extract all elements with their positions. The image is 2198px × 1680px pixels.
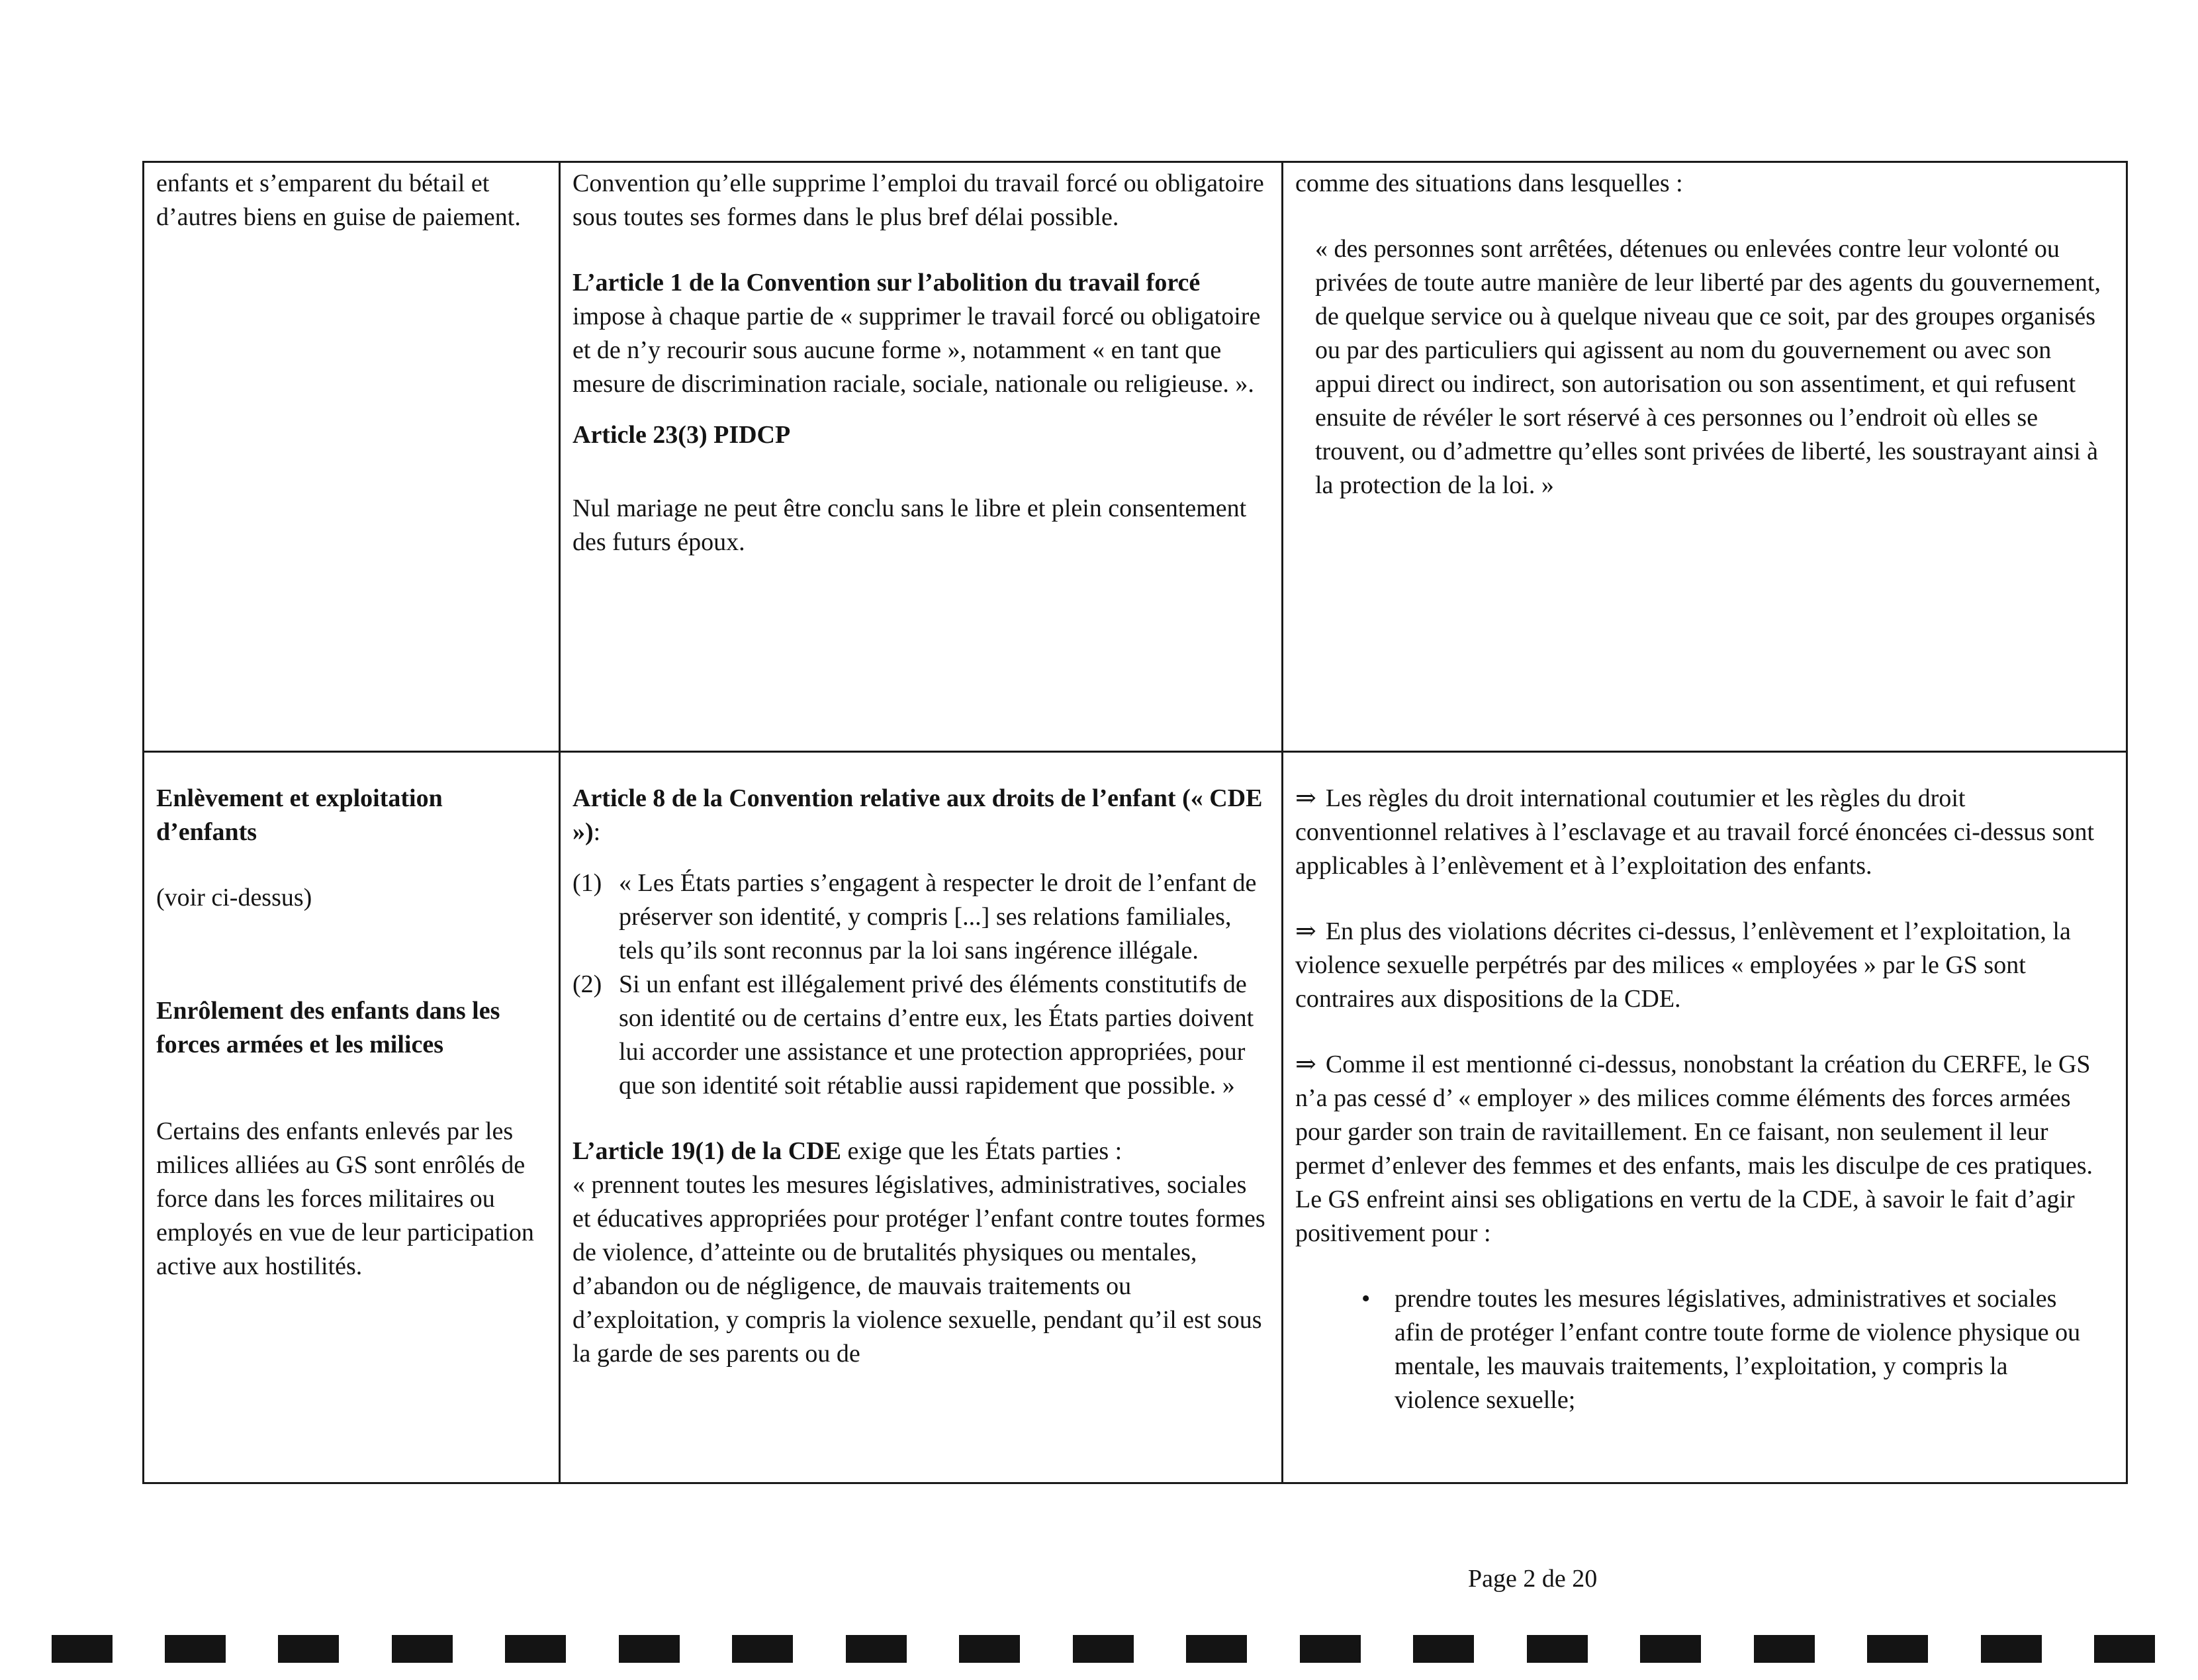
bullet-icon: • <box>1361 1285 1371 1313</box>
table-row <box>144 751 2126 1482</box>
scan-marker <box>1981 1635 2042 1663</box>
scan-marker <box>1754 1635 1815 1663</box>
list-item-text: « Les États parties s’engagent à respecter le droit de l’enfant de préserver son identité, y compris [...] ses relations familiales, tels qu’ils sont reconnus par la loi sans ingérence illégale. <box>619 869 1257 964</box>
article1-text: impose à chaque partie de « supprimer le travail forcé ou obligatoire et de n’y recourir sous aucune forme », notamment « en tant que mesure de discrimination raciale, sociale, nationale ou religieuse. ». <box>572 303 1261 398</box>
content-table <box>142 161 2128 1484</box>
scan-marker <box>1527 1635 1588 1663</box>
article1-paragraph <box>572 266 1271 401</box>
row1-col1-text: enfants et s’emparent du bétail et d’autres biens en guise de paiement. <box>156 169 521 231</box>
article23-heading: Article 23(3) PIDCP <box>572 421 791 449</box>
situations-intro-text: comme des situations dans lesquelles : <box>1295 169 1683 197</box>
scan-marker <box>959 1635 1020 1663</box>
list-item <box>1295 1282 2110 1417</box>
column-divider <box>1281 163 1283 1482</box>
see-above-text: (voir ci-dessus) <box>156 884 312 911</box>
row1-col3-cell <box>1283 163 2126 502</box>
scan-marker <box>1640 1635 1701 1663</box>
row2-col2-cell <box>561 753 1281 1371</box>
article19-heading: L’article 19(1) de la CDE <box>572 1137 841 1165</box>
scan-marker <box>278 1635 339 1663</box>
enrolment-text: Certains des enfants enlevés par les milices alliées au GS sont enrôlés de force dans les forces militaires ou employés en vue de leur participation active aux hostilités. <box>156 1117 534 1280</box>
arrow-point <box>1295 915 2110 1016</box>
scan-marker <box>1073 1635 1134 1663</box>
scan-marker <box>1867 1635 1928 1663</box>
arrow-icon: ⇒ <box>1295 917 1316 945</box>
scan-marker <box>2094 1635 2155 1663</box>
arrow-icon: ⇒ <box>1295 784 1316 812</box>
scan-marker <box>619 1635 680 1663</box>
scan-marker <box>505 1635 566 1663</box>
arrow-point-text: En plus des violations décrites ci-dessus, l’enlèvement et l’exploitation, la violence sexuelle perpétrés par des milices « employées » par le GS sont contraires aux dispositions de la CDE. <box>1295 917 2071 1013</box>
article23-text: Nul mariage ne peut être conclu sans le libre et plein consentement des futurs époux. <box>572 494 1247 556</box>
scan-marker <box>392 1635 453 1663</box>
list-item-text: Si un enfant est illégalement privé des éléments constitutifs de son identité ou de certains d’entre eux, les États parties doivent lui accorder une assistance et une protection appropriées, pour que son identité soit rétablie aussi rapidement que possible. » <box>619 970 1254 1099</box>
scan-marker <box>846 1635 907 1663</box>
abduction-heading: Enlèvement et exploitation d’enfants <box>156 784 443 846</box>
column-divider <box>559 163 561 1482</box>
scan-marker <box>52 1635 113 1663</box>
arrow-point-text: Comme il est mentionné ci-dessus, nonobstant la création du CERFE, le GS n’a pas cessé d’ « employer » des milices comme éléments des forces armées pour garder son train de ravitaillement. En ce faisant, non seulement il leur permet d’enlever des femmes et des enfants, mais les disculpe de ces pratiques. Le GS enfreint ainsi ses obligations en vertu de la CDE, à savoir le fait d’agir positivement pour : <box>1295 1050 2093 1247</box>
arrow-icon: ⇒ <box>1295 1050 1316 1078</box>
scan-marker <box>732 1635 793 1663</box>
scan-marker <box>1413 1635 1474 1663</box>
row2-col3-cell <box>1283 753 2126 1417</box>
scan-marker <box>1186 1635 1247 1663</box>
row1-col2-cell <box>561 163 1281 559</box>
scan-marker <box>165 1635 226 1663</box>
article8-heading: Article 8 de la Convention relative aux droits de l’enfant (« CDE ») <box>572 784 1263 846</box>
bullet-text: prendre toutes les mesures législatives, administratives et sociales afin de protéger l’enfant contre toute forme de violence physique ou mentale, les mauvais traitements, l’exploitation, y compris la violence sexuelle; <box>1395 1285 2081 1414</box>
list-item <box>572 968 1271 1103</box>
disappearance-quote: « des personnes sont arrêtées, détenues ou enlevées contre leur volonté ou privées de toute autre manière de leur liberté par des agents du gouvernement, de quelque service ou à quelque niveau que ce soit, par des groupes organisés ou par des particuliers qui agissent au nom du gouvernement ou avec son appui direct ou indirect, son autorisation ou son assentiment, et qui refusent ensuite de révéler le sort réservé à ces personnes ou l’endroit où elles se trouvent, ou d’admettre qu’elles sont privées de liberté, les soustrayant ainsi à la protection de la loi. » <box>1315 235 2101 499</box>
arrow-point <box>1295 1048 2110 1250</box>
arrow-point <box>1295 782 2110 883</box>
scan-marker-strip <box>0 1635 2198 1675</box>
list-item-number: (1) <box>572 869 602 897</box>
arrow-point-text: Les règles du droit international coutumier et les règles du droit conventionnel relatives à l’esclavage et au travail forcé énoncées ci-dessus sont applicables à l’enlèvement et à l’exploitation des enfants. <box>1295 784 2095 880</box>
list-item-number: (2) <box>572 970 602 998</box>
article1-heading: L’article 1 de la Convention sur l’abolition du travail forcé <box>572 269 1201 297</box>
article8-heading-line <box>572 782 1271 849</box>
page-number: Page 2 de 20 <box>1468 1565 1598 1593</box>
convention-intro-text: Convention qu’elle supprime l’emploi du travail forcé ou obligatoire sous toutes ses formes dans le plus bref délai possible. <box>572 169 1264 231</box>
article19-quote: « prennent toutes les mesures législatives, administratives, sociales et éducatives appropriées pour protéger l’enfant contre toutes formes de violence, d’atteinte ou de brutalités physiques ou mentales, d’abandon ou de négligence, de mauvais traitements ou d’exploitation, y compris la violence sexuelle, pendant qu’il est sous la garde de ses parents ou de <box>572 1171 1265 1368</box>
list-item <box>572 866 1271 968</box>
article19-text: exige que les États parties : <box>841 1137 1122 1165</box>
row1-col1-cell <box>144 163 559 234</box>
scan-marker <box>1300 1635 1361 1663</box>
table-row <box>144 163 2126 751</box>
enrolment-heading: Enrôlement des enfants dans les forces armées et les milices <box>156 997 500 1058</box>
row2-col1-cell <box>144 753 559 1283</box>
article8-heading-suffix: : <box>593 818 601 846</box>
article19-paragraph <box>572 1135 1271 1168</box>
